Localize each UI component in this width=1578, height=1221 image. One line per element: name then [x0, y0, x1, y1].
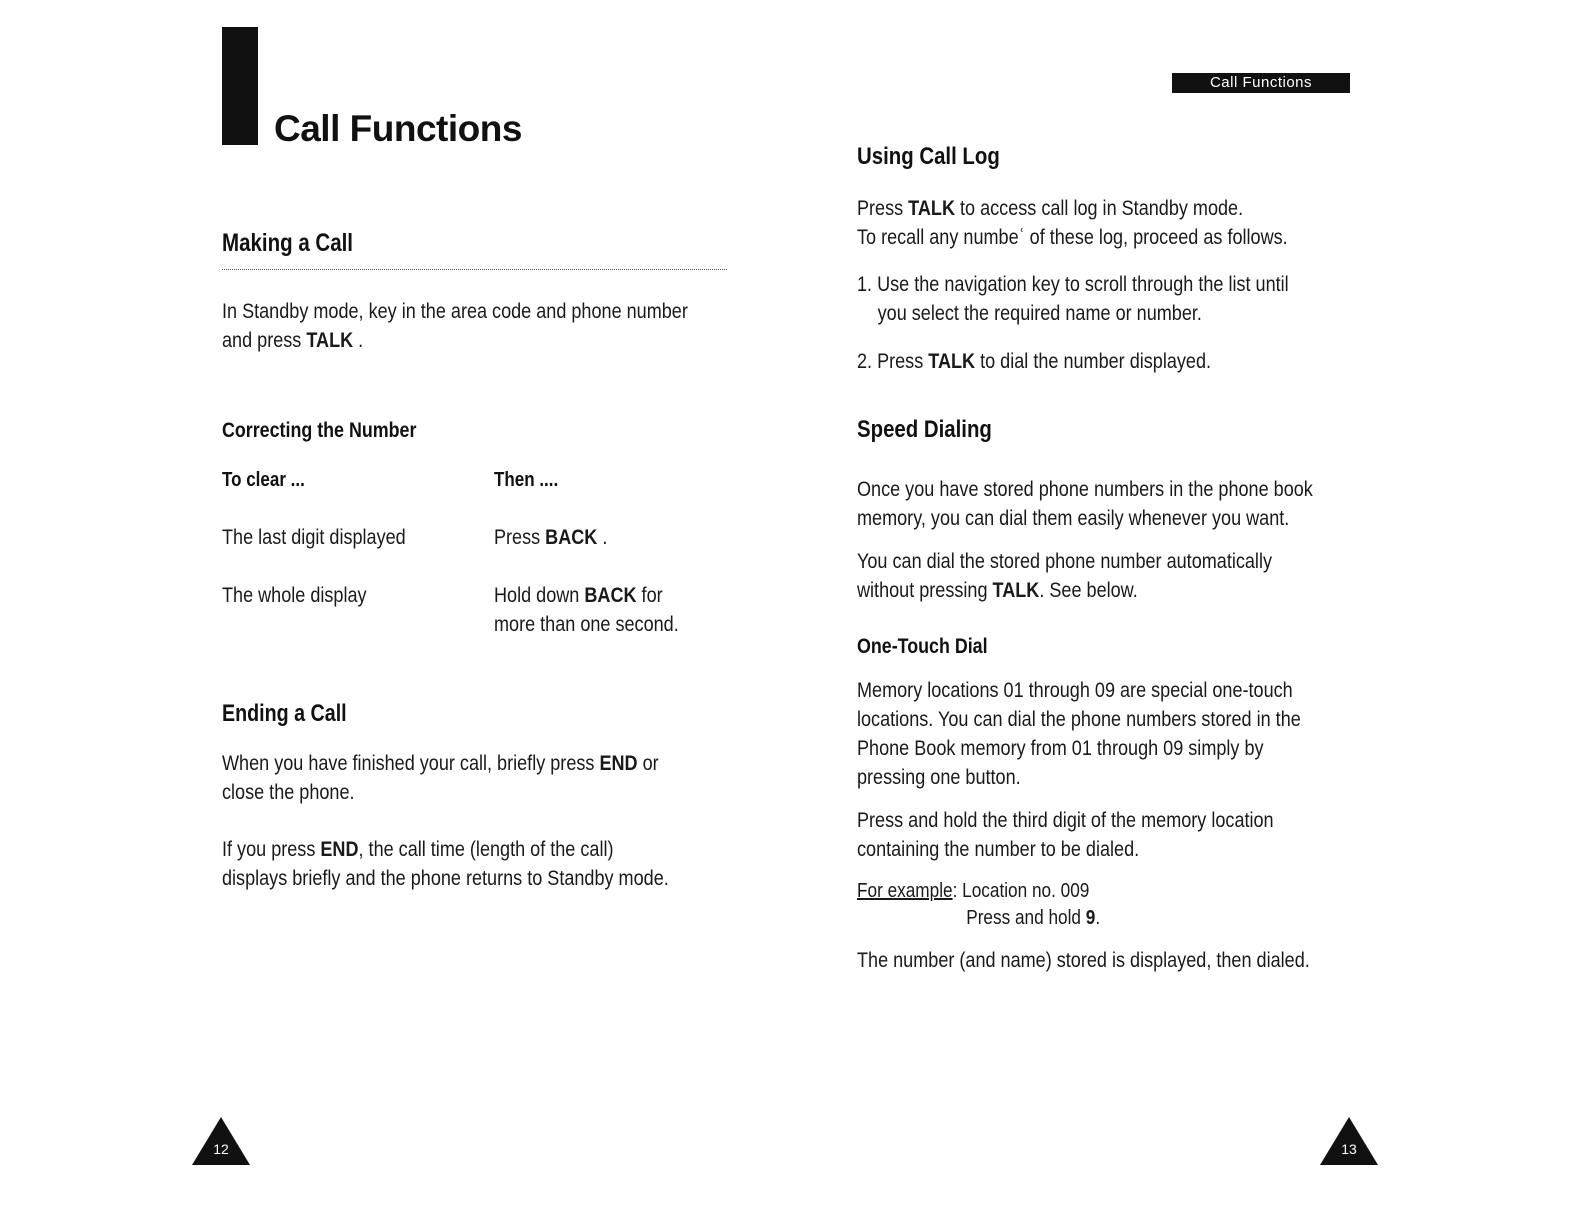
chapter-marker-bar — [222, 27, 258, 145]
ending-call-paragraph: If you press END, the call time (length of the call) displays briefly and the phone returns to Standby mode. — [222, 838, 669, 890]
list-item: 2. Press TALK to dial the number displayed. — [857, 350, 1212, 373]
table-row-clear: The whole display — [222, 584, 367, 607]
table-row-then: Hold down BACK for more than one second. — [494, 584, 679, 636]
table-row-clear: The last digit displayed — [222, 526, 406, 549]
example-label: For example — [857, 880, 953, 902]
ending-call-paragraph: When you have finished your call, briefly press END or close the phone. — [222, 752, 659, 804]
page-number: 13 — [1341, 1141, 1357, 1157]
speed-dialing-paragraph: You can dial the stored phone number automatically without pressing TALK. See below. — [857, 550, 1272, 602]
list-item: 1. Use the navigation key to scroll through the list until you select the required name or number. — [857, 273, 1289, 325]
heading-divider — [222, 269, 727, 270]
page-number-marker — [192, 1117, 250, 1165]
table-row-then: Press BACK . — [494, 526, 608, 549]
speed-dialing-paragraph: Once you have stored phone numbers in the phone book memory, you can dial them easily whenever you want. — [857, 478, 1313, 530]
example-block: For example: Location no. 009 Press and hold 9. — [857, 880, 1101, 929]
one-touch-final-text: The number (and name) stored is displayed, then dialed. — [857, 949, 1310, 972]
table-header-then: Then .... — [494, 469, 559, 491]
ending-call-heading: Ending a Call — [222, 700, 347, 727]
correcting-number-heading: Correcting the Number — [222, 419, 417, 442]
call-log-paragraph: Press TALK to access call log in Standby mode. To recall any numbeʿ of these log, proceed as follows. — [857, 197, 1288, 249]
call-log-heading: Using Call Log — [857, 143, 1000, 170]
section-header-tab: Call Functions — [1172, 73, 1350, 93]
page-number-marker — [1320, 1117, 1378, 1165]
making-call-text: In Standby mode, key in the area code and phone number and press TALK . — [222, 300, 688, 352]
one-touch-paragraph: Memory locations 01 through 09 are special one-touch locations. You can dial the phone numbers stored in the Phone Book memory from 01 through 09 simply by pressing one button. — [857, 679, 1301, 789]
making-call-heading: Making a Call — [222, 229, 354, 257]
speed-dialing-heading: Speed Dialing — [857, 416, 992, 443]
chapter-title: Call Functions — [274, 108, 522, 149]
one-touch-paragraph: Press and hold the third digit of the memory location containing the number to be dialed. — [857, 809, 1274, 861]
one-touch-dial-heading: One-Touch Dial — [857, 635, 988, 658]
table-header-clear: To clear ... — [222, 469, 305, 491]
page-number: 12 — [213, 1141, 229, 1157]
